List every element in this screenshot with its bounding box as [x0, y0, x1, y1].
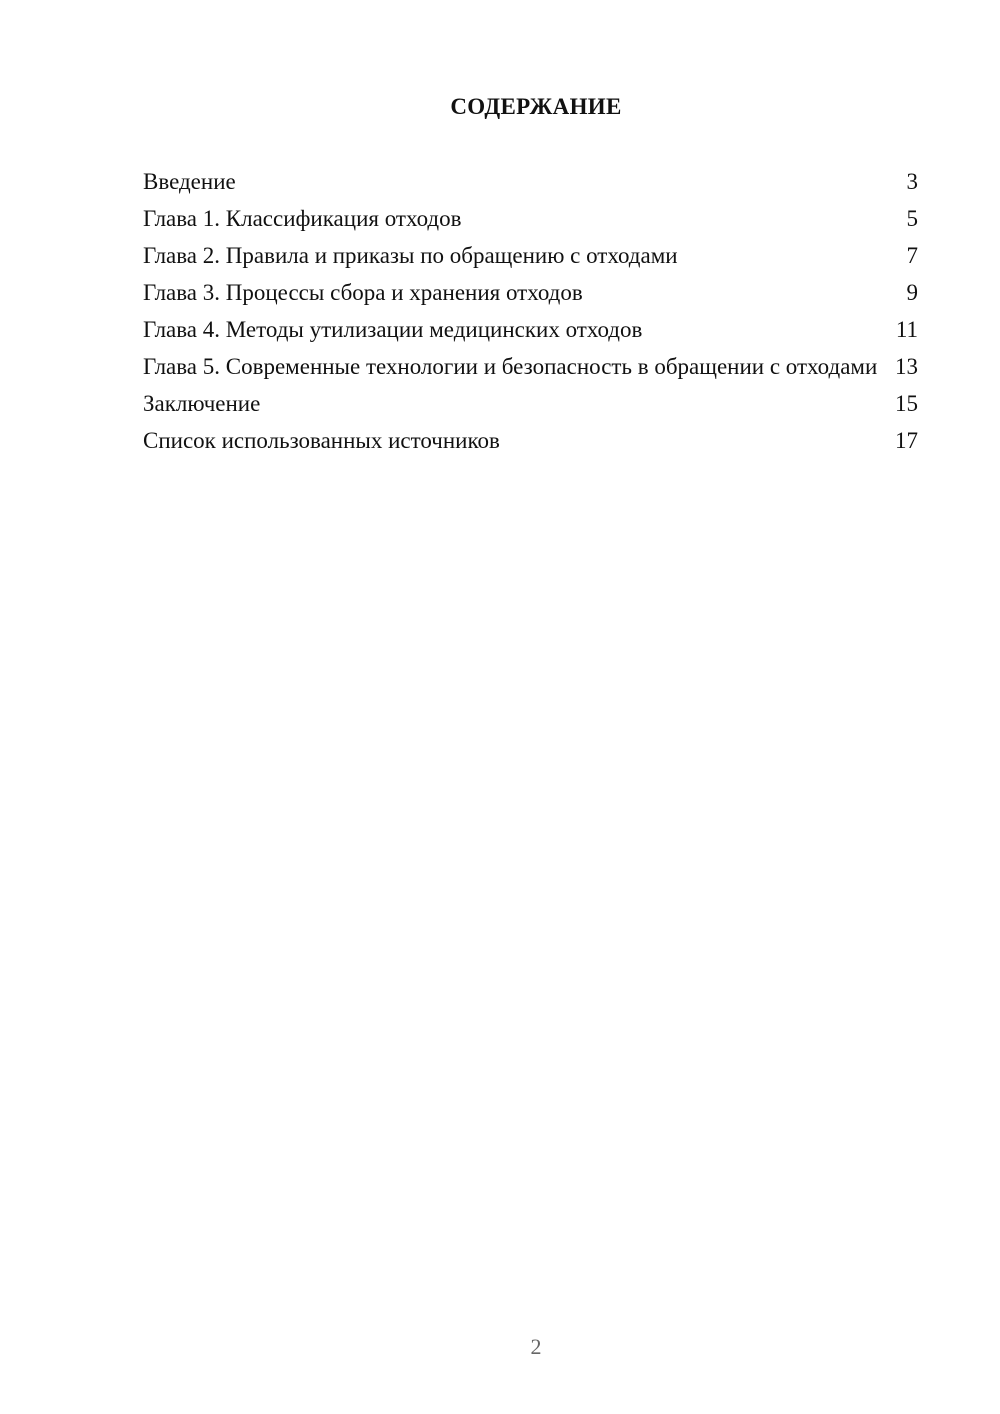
toc-entry-label: Заключение: [143, 391, 261, 416]
toc-entry-chapter-1: [143, 205, 918, 233]
toc-entry-label: Глава 3. Процессы сбора и хранения отходов: [143, 280, 583, 305]
toc-entry-references: [143, 427, 918, 455]
toc-entry-page: 15: [895, 391, 918, 416]
toc-entry-label: Глава 2. Правила и приказы по обращению с отходами: [143, 243, 678, 268]
toc-entry-chapter-5: [143, 353, 918, 381]
toc-entry-chapter-2: [143, 242, 918, 270]
toc-entry-label: Введение: [143, 169, 236, 194]
toc-entry-label: Список использованных источников: [143, 428, 500, 453]
toc-entry-page: 7: [906, 243, 918, 268]
toc-entry-chapter-4: [143, 316, 918, 344]
toc-entry-page: 17: [895, 428, 918, 453]
page-number: 2: [530, 1334, 542, 1359]
toc-entry-page: 5: [906, 206, 918, 231]
table-of-contents: [143, 168, 918, 464]
toc-entry-label: Глава 1. Классификация отходов: [143, 206, 462, 231]
toc-entry-page: 11: [895, 317, 918, 342]
toc-entry-chapter-3: [143, 279, 918, 307]
toc-entry-introduction: [143, 168, 918, 196]
page-title: СОДЕРЖАНИЕ: [450, 94, 622, 119]
toc-entry-page: 3: [906, 169, 918, 194]
toc-entry-label: Глава 5. Современные технологии и безопасность в обращении с отходами: [143, 354, 878, 379]
toc-entry-label: Глава 4. Методы утилизации медицинских отходов: [143, 317, 643, 342]
toc-entry-page: 9: [906, 280, 918, 305]
toc-entry-page: 13: [895, 354, 918, 379]
toc-entry-conclusion: [143, 390, 918, 418]
